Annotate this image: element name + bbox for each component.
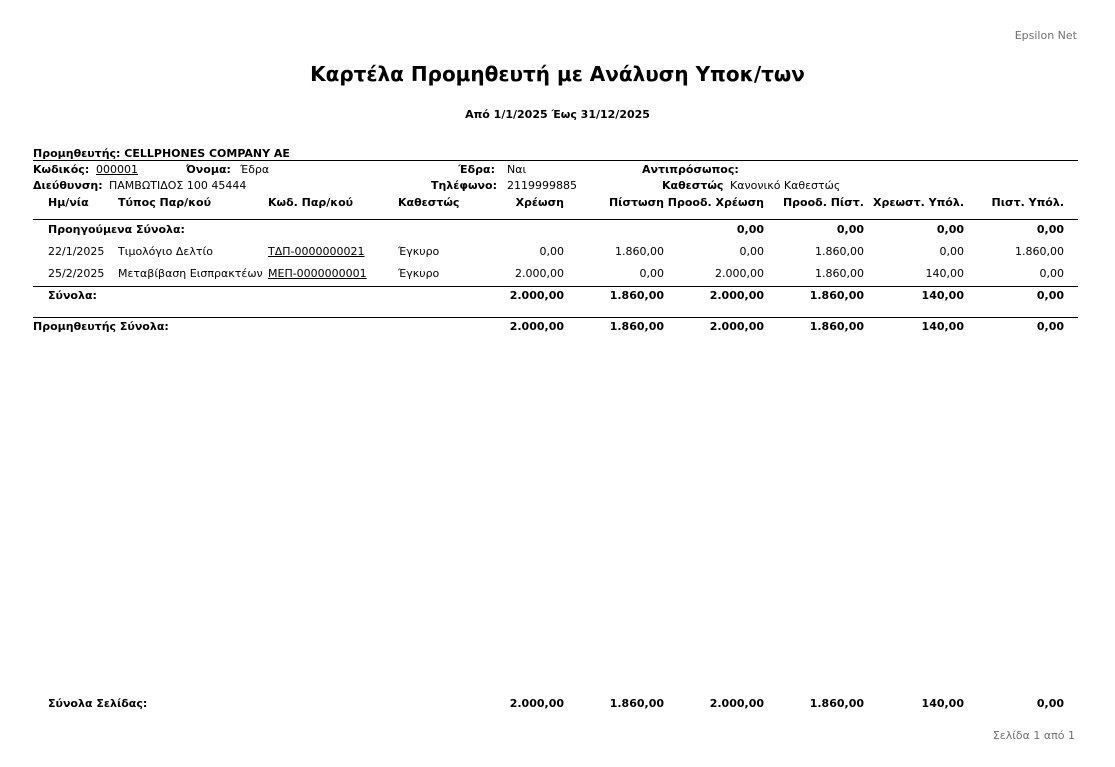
col-date: Ημ/νία — [48, 196, 89, 209]
supplier-name-label: Όνομα: — [186, 163, 231, 176]
totals-divider — [33, 286, 1078, 287]
page-number: Σελίδα 1 από 1 — [992, 729, 1075, 742]
totals-debit: 2.000,00 — [509, 289, 564, 302]
row-status: Έγκυρο — [398, 245, 440, 258]
row-credit: 0,00 — [639, 267, 664, 280]
col-status: Καθεστώς — [398, 196, 460, 209]
row-doc-type: Τιμολόγιο Δελτίο — [118, 245, 213, 258]
col-doc-type: Τύπος Παρ/κού — [118, 196, 211, 209]
row-debit-balance: 0,00 — [939, 245, 964, 258]
header-divider — [33, 219, 1078, 220]
brand-label: Epsilon Net — [1014, 29, 1077, 42]
row-status: Έγκυρο — [398, 267, 440, 280]
row-credit-balance: 0,00 — [1039, 267, 1064, 280]
supplier-totals-debit-balance: 140,00 — [921, 320, 964, 333]
page-totals-prog-credit: 1.860,00 — [809, 697, 864, 710]
row-debit-balance: 140,00 — [925, 267, 964, 280]
supplier-name-value: Έδρα — [240, 163, 270, 176]
totals-credit-balance: 0,00 — [1036, 289, 1064, 302]
supplier-totals-prog-credit: 1.860,00 — [809, 320, 864, 333]
supplier-totals-prog-debit: 2.000,00 — [709, 320, 764, 333]
row-doc-code-link[interactable]: ΤΔΠ-0000000021 — [268, 245, 365, 258]
page-totals-label: Σύνολα Σελίδας: — [48, 697, 148, 710]
supplier-totals-credit-balance: 0,00 — [1036, 320, 1064, 333]
supplier-heading: Προμηθευτής: CELLPHONES COMPANY AE — [33, 147, 290, 160]
previous-prog-debit: 0,00 — [736, 223, 764, 236]
row-credit: 1.860,00 — [615, 245, 664, 258]
row-debit: 2.000,00 — [515, 267, 564, 280]
totals-debit-balance: 140,00 — [921, 289, 964, 302]
totals-label: Σύνολα: — [48, 289, 97, 302]
row-debit: 0,00 — [539, 245, 564, 258]
supplier-totals-credit: 1.860,00 — [609, 320, 664, 333]
row-date: 22/1/2025 — [48, 245, 105, 258]
report-title: Καρτέλα Προμηθευτή με Ανάλυση Υποκ/των — [310, 62, 805, 86]
col-debit: Χρέωση — [515, 196, 564, 209]
row-prog-credit: 1.860,00 — [815, 267, 864, 280]
page-totals-prog-debit: 2.000,00 — [709, 697, 764, 710]
previous-totals-label: Προηγούμενα Σύνολα: — [48, 223, 185, 236]
supplier-totals-divider — [33, 317, 1078, 318]
supplier-status-value: Κανονικό Καθεστώς — [730, 179, 841, 192]
supplier-code-link[interactable]: 000001 — [96, 163, 138, 176]
row-prog-debit: 0,00 — [739, 245, 764, 258]
row-date: 25/2/2025 — [48, 267, 105, 280]
supplier-representative-label: Αντιπρόσωπος: — [642, 163, 739, 176]
supplier-totals-label: Προμηθευτής Σύνολα: — [33, 320, 169, 333]
previous-prog-credit: 0,00 — [836, 223, 864, 236]
supplier-phone-label: Τηλέφωνο: — [430, 179, 497, 192]
col-prog-credit: Προοδ. Πίστ. — [782, 196, 864, 209]
col-debit-balance: Χρεωστ. Υπόλ. — [873, 196, 964, 209]
totals-prog-debit: 2.000,00 — [709, 289, 764, 302]
supplier-totals-debit: 2.000,00 — [509, 320, 564, 333]
supplier-phone-value: 2119999885 — [507, 179, 577, 192]
supplier-code-label: Κωδικός: — [33, 163, 90, 176]
row-prog-credit: 1.860,00 — [815, 245, 864, 258]
col-credit-balance: Πιστ. Υπόλ. — [991, 196, 1064, 209]
totals-credit: 1.860,00 — [609, 289, 664, 302]
report-period: Από 1/1/2025 Έως 31/12/2025 — [465, 108, 650, 121]
row-doc-type: Μεταβίβαση Εισπρακτέων — [118, 267, 263, 280]
col-doc-code: Κωδ. Παρ/κού — [268, 196, 354, 209]
row-prog-debit: 2.000,00 — [715, 267, 764, 280]
row-doc-code-link[interactable]: ΜΕΠ-0000000001 — [268, 267, 367, 280]
previous-credit-balance: 0,00 — [1036, 223, 1064, 236]
totals-prog-credit: 1.860,00 — [809, 289, 864, 302]
page-totals-credit: 1.860,00 — [609, 697, 664, 710]
supplier-seat-label: Έδρα: — [458, 163, 495, 176]
supplier-divider — [33, 160, 1078, 161]
supplier-status-label: Καθεστώς — [662, 179, 724, 192]
row-credit-balance: 1.860,00 — [1015, 245, 1064, 258]
page-totals-credit-balance: 0,00 — [1036, 697, 1064, 710]
previous-debit-balance: 0,00 — [936, 223, 964, 236]
col-credit: Πίστωση — [608, 196, 664, 209]
supplier-address-value: ΠΑΜΒΩΤΙΔΟΣ 100 45444 — [109, 179, 247, 192]
supplier-address-label: Διεύθυνση: — [33, 179, 103, 192]
page-totals-debit-balance: 140,00 — [921, 697, 964, 710]
supplier-seat-value: Ναι — [507, 163, 527, 176]
col-prog-debit: Προοδ. Χρέωση — [667, 196, 764, 209]
page-totals-debit: 2.000,00 — [509, 697, 564, 710]
